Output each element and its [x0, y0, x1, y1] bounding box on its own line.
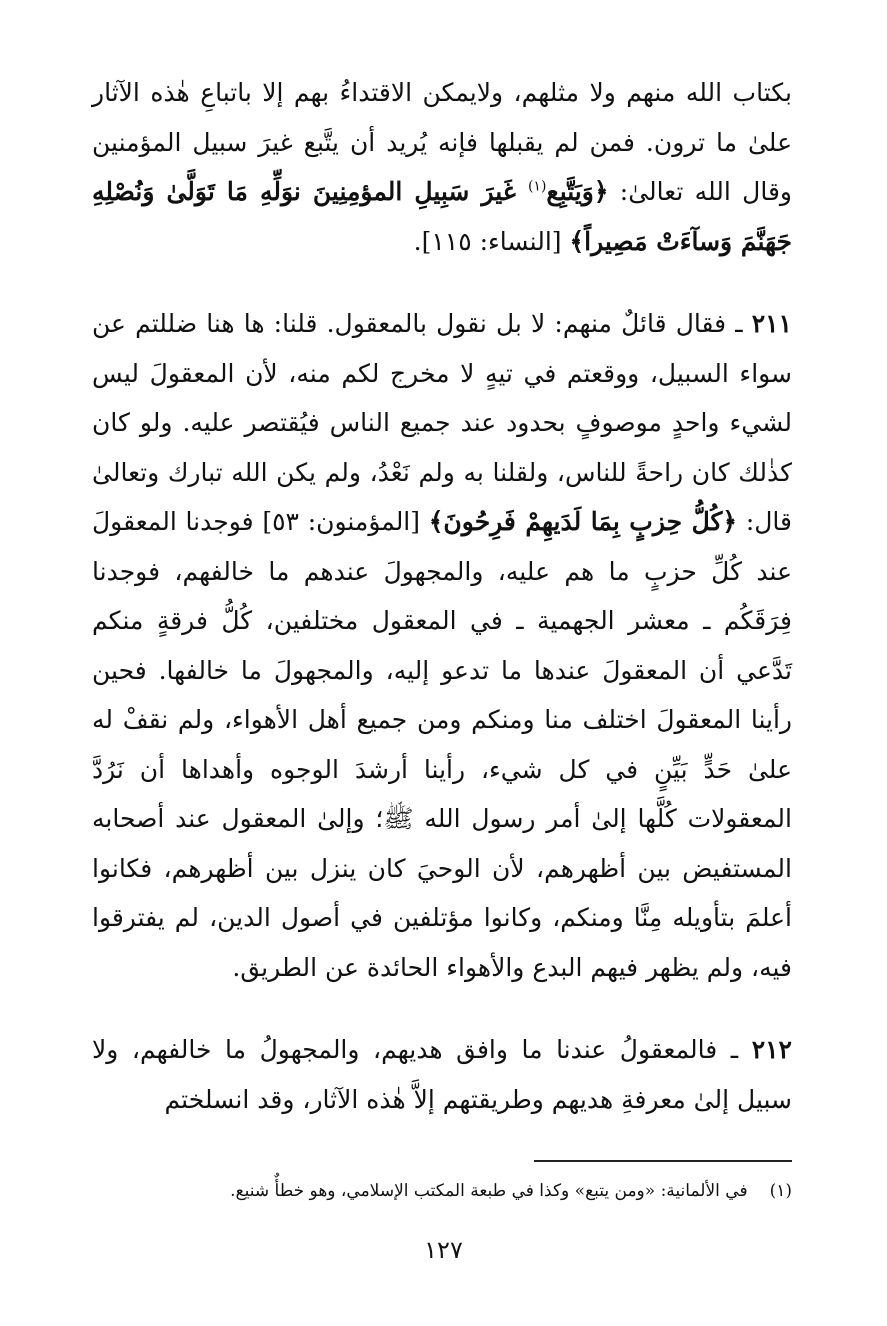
- paragraph-number: ٢١٢: [751, 1035, 792, 1064]
- paragraph-1: [92, 68, 792, 266]
- paragraph-text: [المؤمنون: ٥٣] فوجدنا المعقولَ عند كُلِّ حزبٍ ما هم عليه، والمجهولَ عندهم ما خالفهم، فوجدنا فِرَقَكُم ـ معشر الجهمية ـ في المعقول مختلفين، كُلُّ فرقةٍ منكم تَدَّعي أن المعقولَ عندها ما تدعو إليه، والمجهولَ ما خالفها. فحين رأينا المعقولَ اختلف منا ومنكم ومن جميع أهل الأهواء، ولم نقفْ له علىٰ حَدٍّ بَيِّنٍ في كل شيء، رأينا أرشدَ الوجوه وأهداها أن نَرُدَّ المعقولات كُلَّها إلىٰ أمر رسول الله ﷺ؛ وإلىٰ المعقول عند أصحابه المستفيض بين أظهرهم، لأن الوحيَ كان ينزل بين أظهرهم، فكانوا أعلمَ بتأويله مِنَّا ومنكم، وكانوا مؤتلفين في أصول الدين، لم يفترقوا فيه، ولم يظهر فيهم البدع والأهواء الحائدة عن الطريق.: [92, 507, 792, 982]
- quran-quote: ﴿كُلُّ حِزبٍ بِمَا لَدَيهِمْ فَرِحُونَ﴾: [428, 507, 738, 536]
- quran-quote: ﴿وَيَتَّبِع: [546, 177, 609, 206]
- paragraph-text: ـ فقال قائلٌ منهم: لا بل نقول بالمعقول. قلنا: ها هنا ضللتم عن سواء السبيل، ووقعتم في تيهٍ لا مخرج لكم منه، لأن المعقولَ ليس لشيء واحدٍ موصوفٍ بحدود عند جميع الناس فيُقتصر عليه. ولو كان كذٰلك كان راحةً للناس، ولقلنا به ولم نَعْدُ، ولم يكن الله تبارك وتعالىٰ قال:: [92, 309, 792, 536]
- footnote-divider: [534, 1160, 792, 1162]
- footnote-text: في الألمانية: «ومن يتبع» وكذا في طبعة المكتب الإسلامي، وهو خطأٌ شنيع.: [230, 1181, 748, 1201]
- paragraph-text: ـ فالمعقولُ عندنا ما وافق هديهم، والمجهولُ ما خالفهم، ولا سبيل إلىٰ معرفةِ هديهم وطريقتهم إلاَّ هٰذه الآثار، وقد انسلختم: [92, 1035, 792, 1114]
- footnote-marker: (١): [527, 178, 547, 195]
- footnote-number: (١): [769, 1181, 792, 1201]
- page-number: ١٢٧: [424, 1236, 463, 1264]
- paragraph-212: [92, 1025, 792, 1124]
- footnote: [92, 1176, 792, 1206]
- paragraph-text: [النساء: ١١٥].: [413, 226, 570, 256]
- paragraph-number: ٢١١: [751, 309, 792, 338]
- paragraph-text: بكتاب الله منهم ولا مثلهم، ولايمكن الاقتداءُ بهم إلا باتباعِ هٰذه الآثار علىٰ ما ترون. فمن لم يقبلها فإنه يُريد أن يتَّبع غيرَ سبيل المؤمنين وقال الله تعالىٰ:: [92, 78, 792, 206]
- quran-quote: غَيرَ سَبِيلِ المؤمِنِينَ نوَلِّهِ مَا تَوَلَّىٰ وَنُصْلِهِ جَهَنَّمَ وَسآءَتْ مَصِيراً﴾: [92, 177, 792, 256]
- paragraph-211: [92, 299, 792, 992]
